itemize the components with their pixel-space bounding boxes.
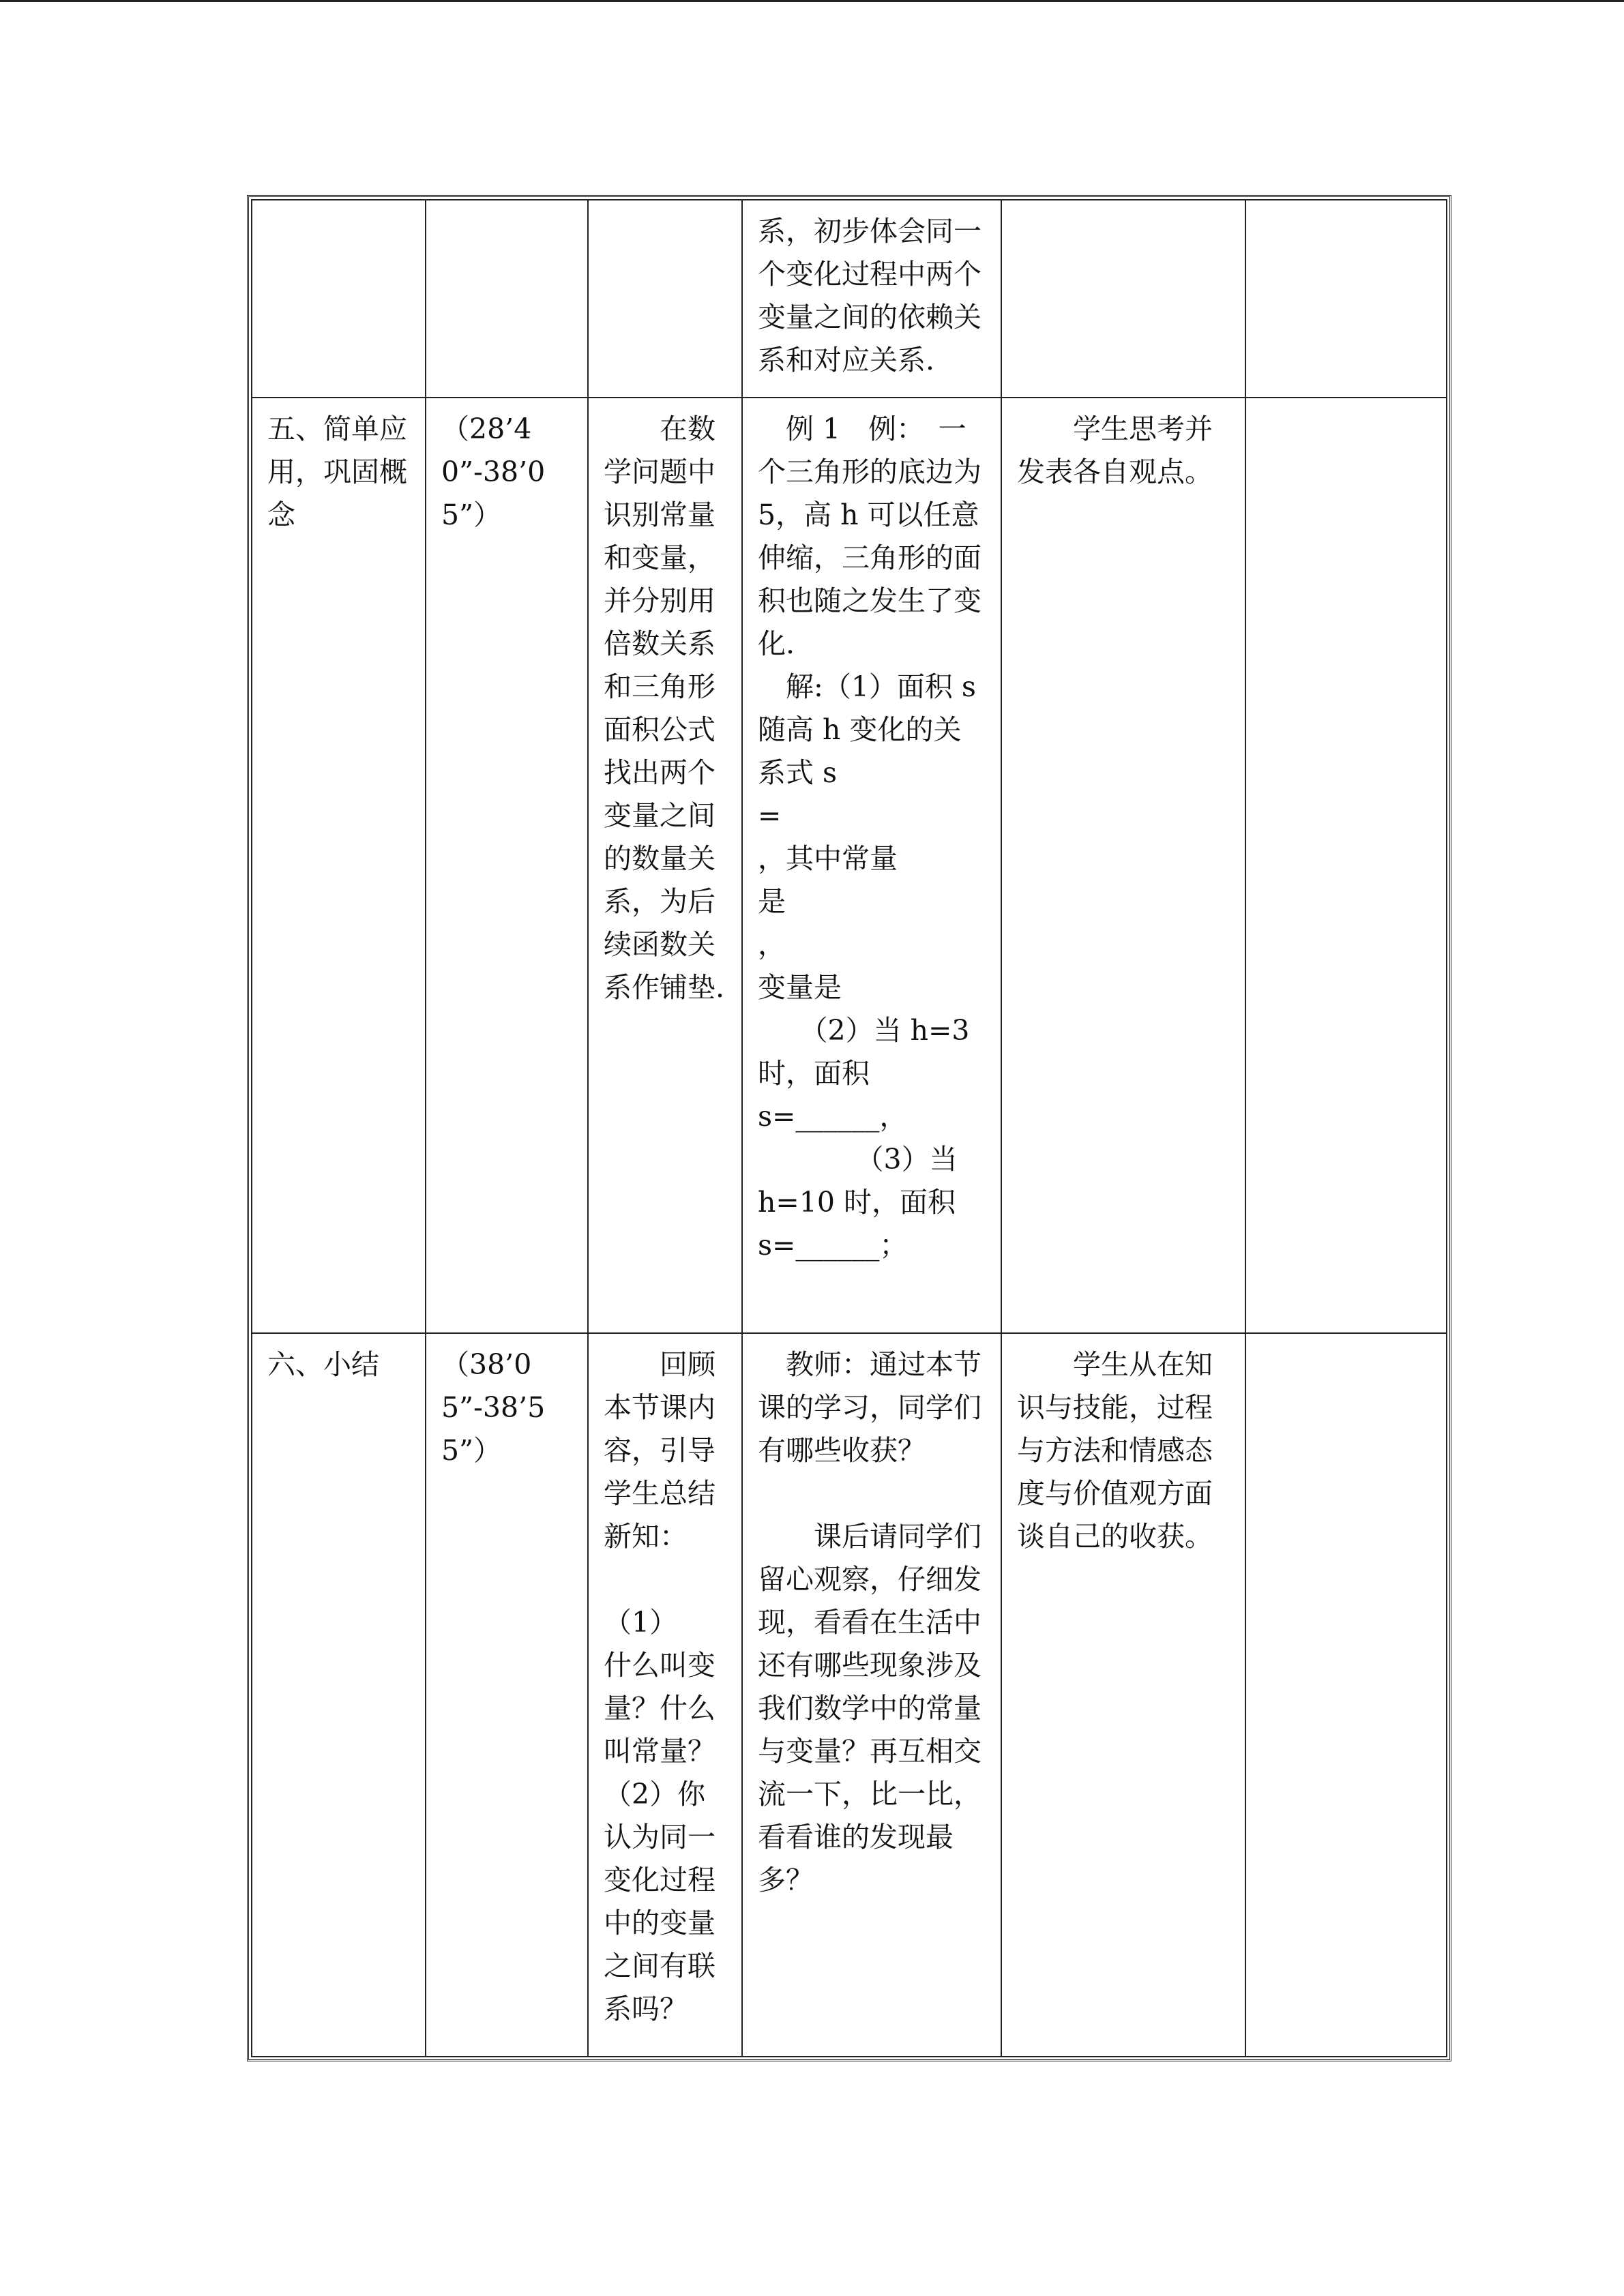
note-cell	[1245, 398, 1447, 1333]
table-row	[252, 1333, 1447, 2057]
table-row	[252, 398, 1447, 1333]
time-cell: （28’40”-38’05”）	[426, 398, 588, 1333]
page-top-border	[0, 0, 1624, 2]
time-cell: （38’05”-38’55”）	[426, 1333, 588, 2057]
design-intent-cell: 回顾本节课内容，引导学生总结新知： （1） 什么叫变量？什么叫常量？ （2）你认为同一变化过程中的变量之间有联系吗？	[588, 1333, 742, 2057]
time-cell	[426, 200, 588, 398]
stage-cell: 六、小结	[252, 1333, 426, 2057]
note-cell	[1245, 200, 1447, 398]
stage-cell	[252, 200, 426, 398]
teacher-activity-cell: 系，初步体会同一个变化过程中两个变量之间的依赖关系和对应关系.	[742, 200, 1001, 398]
table-row	[252, 200, 1447, 398]
student-activity-cell	[1001, 200, 1245, 398]
design-intent-cell: 在数学问题中识别常量和变量，并分别用倍数关系和三角形面积公式找出两个变量之间的数量关系，为后续函数关系作铺垫.	[588, 398, 742, 1333]
design-intent-cell	[588, 200, 742, 398]
lesson-plan-table	[247, 195, 1451, 2061]
teacher-activity-cell: 教师：通过本节课的学习，同学们有哪些收获？ 课后请同学们留心观察，仔细发现，看看在生活中还有哪些现象涉及我们数学中的常量与变量？再互相交流一下，比一比，看看谁的发现最多？	[742, 1333, 1001, 2057]
student-activity-cell: 学生思考并发表各自观点。	[1001, 398, 1245, 1333]
student-activity-cell: 学生从在知识与技能，过程与方法和情感态度与价值观方面谈自己的收获。	[1001, 1333, 1245, 2057]
stage-cell: 五、简单应用，巩固概念	[252, 398, 426, 1333]
teacher-activity-cell: 例 1 例： 一个三角形的底边为 5，高 h 可以任意伸缩，三角形的面积也随之发生了变化. 解:（1）面积 s 随高 h 变化的关系式 s = ，其中常量 是 ， 变量是 （2）当 h=3 时，面积 s=______， （3）当 h=10 时，面积 s=______；	[742, 398, 1001, 1333]
lesson-plan-grid	[251, 199, 1447, 2057]
note-cell	[1245, 1333, 1447, 2057]
